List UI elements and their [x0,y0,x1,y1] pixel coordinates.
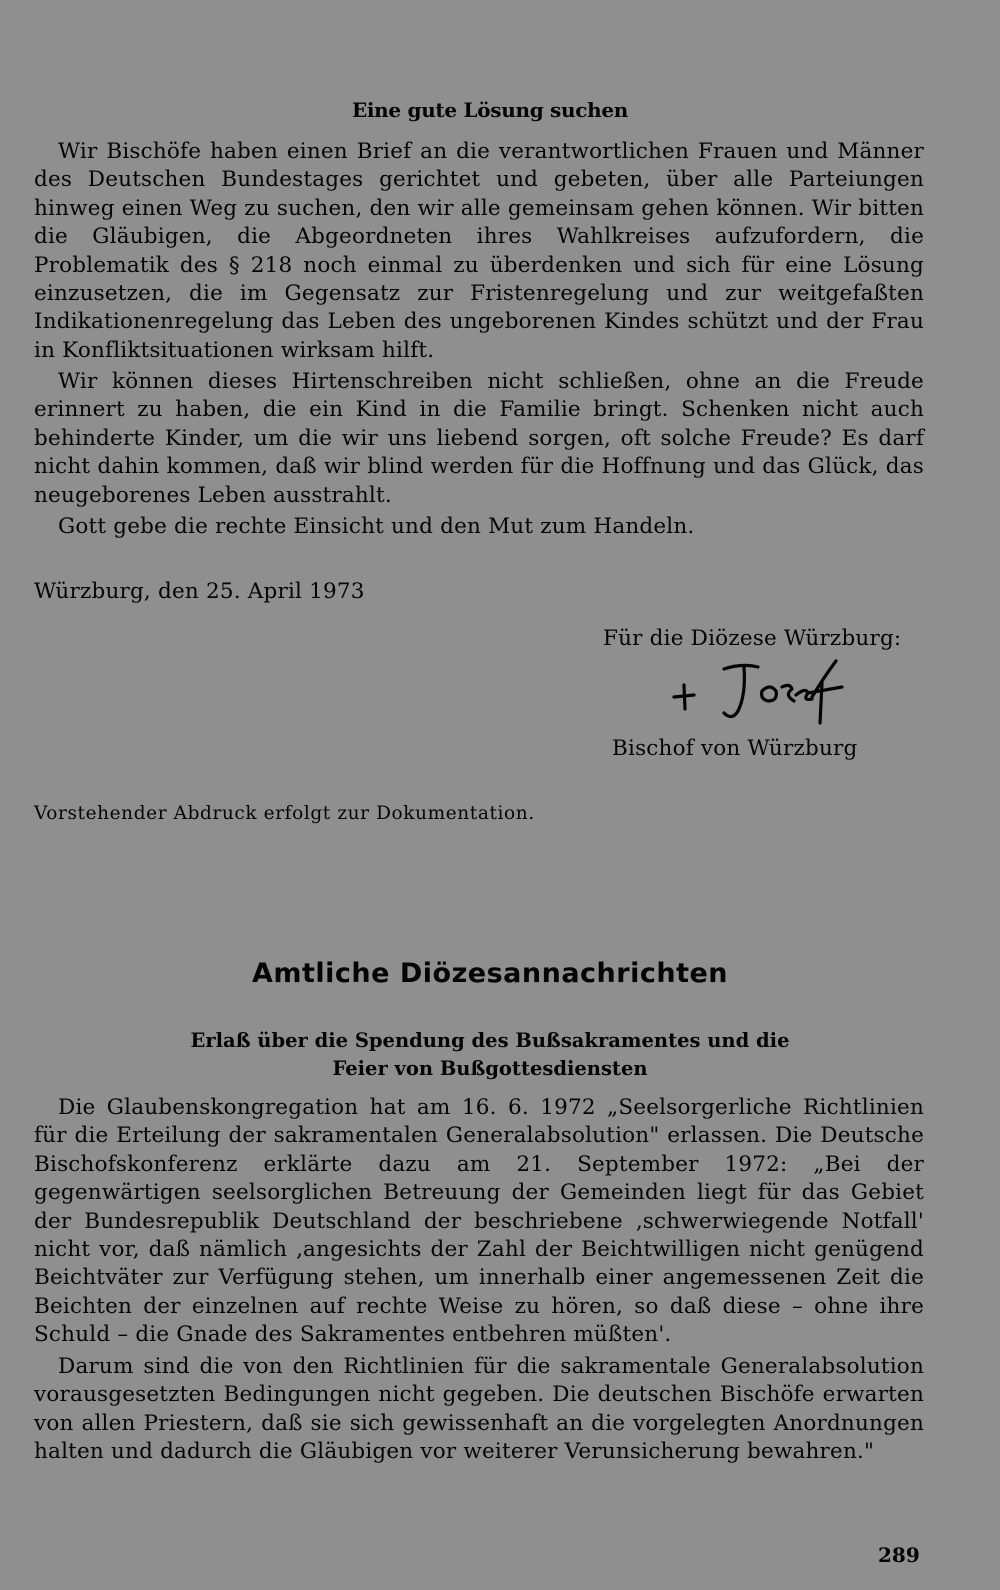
place-date: Würzburg, den 25. April 1973 [34,579,365,604]
letter-paragraph-3: Gott gebe die rechte Einsicht und den Mut zum Handeln. [58,514,695,539]
letter-paragraph-2: Wir können dieses Hirtenschreiben nicht schließen, ohne an die Freude erinnert zu haben, die ein Kind in die Familie bringt. Schenken nicht auch behinderte Kinder, um die wir uns liebend sorgen, oft solche Freude? Es darf nicht dahin kommen, daß wir blind werden für die Hoffnung und das Glück, das neugeborenes Leben ausstrahlt. [34,369,924,508]
letter-paragraph-1: Wir Bischöfe haben einen Brief an die verantwortlichen Frauen und Männer des Deutschen Bundestages gerichtet und gebeten, über alle Parteiungen hinweg einen Weg zu suchen, den wir alle gemeinsam gehen können. Wir bitten die Gläubigen, die Abgeordneten ihres Wahlkreises aufzufordern, die Problematik des § 218 noch einmal zu überdenken und sich für eine Lösung einzusetzen, die im Gegensatz zur Fristenregelung und zur weitgefaßten Indikationenregelung das Leben des ungeborenen Kindes schützt und der Frau in Konfliktsituationen wirksam hilft. [34,139,924,363]
page-number: 289 [878,1543,920,1567]
official-paragraph-1: Die Glaubenskongregation hat am 16. 6. 1972 „Seelsorgerliche Richtlinien für die Erteilung der sakramentalen Generalabsolution" erlassen. Die Deutsche Bischofskonferenz erklärte dazu am 21. September 1972: „Bei der gegenwärtigen seelsorglichen Betreuung der Gemeinden liegt für das Gebiet der Bundesrepublik Deutschland der beschriebene ‚schwerwiegende Notfall' nicht vor, daß nämlich ‚angesichts der Zahl der Beichtwilligen nicht genügend Beichtväter zur Verfügung stehen, um innerhalb einer angemessenen Zeit die Beichten der einzelnen auf rechte Weise zu hören, so daß diese – ohne ihre Schuld – die Gnade des Sakramentes entbehren müßten'. [34,1095,924,1348]
decree-subheading [0,1027,980,1083]
documentation-note: Vorstehender Abdruck erfolgt zur Dokumentation. [34,803,535,824]
decree-subheading-line-1: Erlaß über die Spendung des Bußsakramentes und die [190,1029,790,1052]
official-news-heading: Amtliche Diözesannachrichten [251,958,729,989]
official-paragraph-2: Darum sind die von den Richtlinien für die sakramentale Generalabsolution vorausgesetzten Bedingungen nicht gegeben. Die deutschen Bischöfe erwarten von allen Priestern, daß sie sich gewissenhaft an die vorgelegten Anordnungen halten und dadurch die Gläubigen vor weiterer Verunsicherung bewahren." [34,1354,924,1465]
signature-image [672,657,862,727]
section-heading-eine-gute-loesung: Eine gute Lösung suchen [351,98,629,122]
signer-title: Bischof von Würzburg [612,736,858,761]
for-diocese-line: Für die Diözese Würzburg: [603,626,902,651]
decree-subheading-line-2: Feier von Bußgottesdiensten [332,1057,648,1080]
